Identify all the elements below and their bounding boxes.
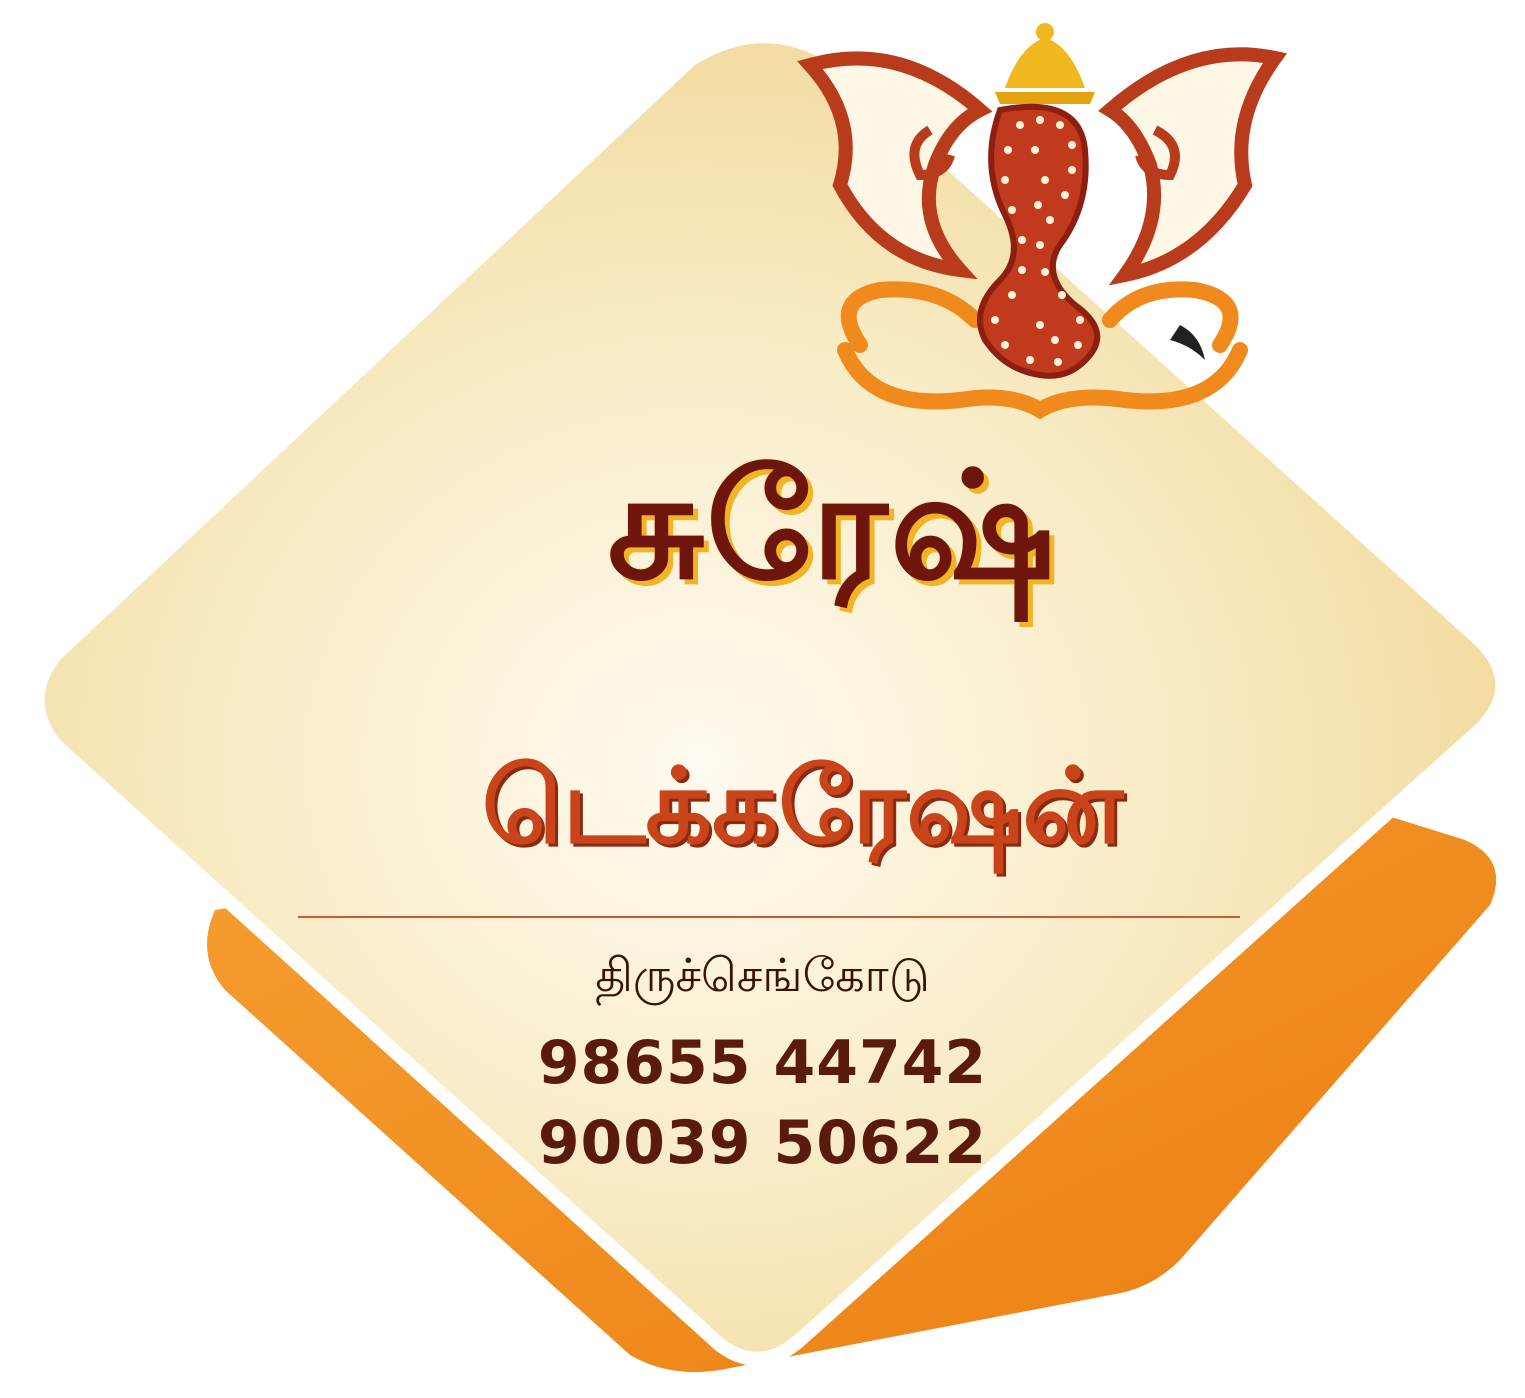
- phone-number-primary: 98655 44742: [537, 1028, 988, 1098]
- city-name: திருச்செங்கோடு: [595, 948, 930, 1002]
- tusk-shape: [1170, 325, 1205, 360]
- phone-number-secondary: 90039 50622: [537, 1108, 988, 1178]
- owner-name-title: சுரேஷ்: [607, 440, 1058, 612]
- business-type-title: டெக்கரேஷன்: [481, 745, 1124, 867]
- crown-shape: [1005, 38, 1085, 88]
- right-ear-shape: [1110, 54, 1275, 275]
